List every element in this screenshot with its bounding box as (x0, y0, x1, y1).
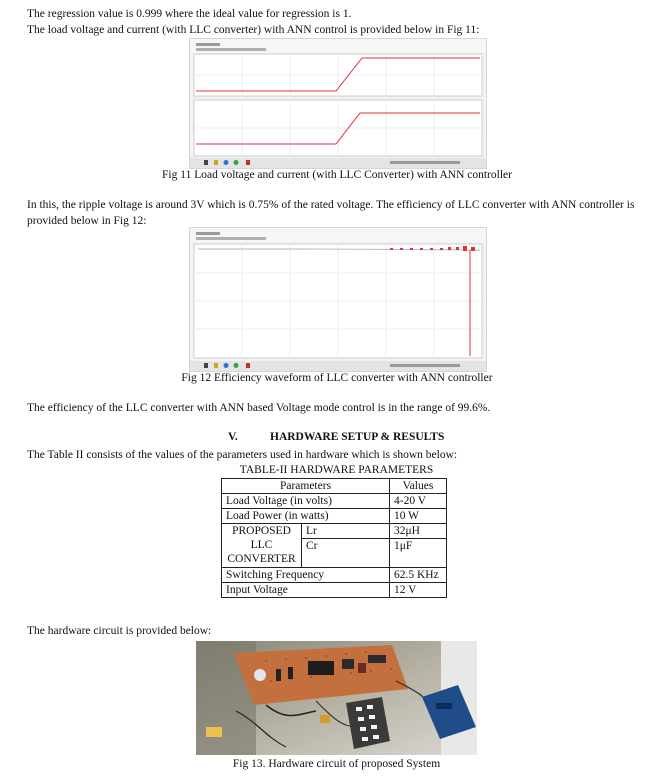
table-row (222, 494, 447, 509)
group-label-proposed: PROPOSED (232, 525, 291, 537)
table-title: TABLE-II HARDWARE PARAMETERS (239, 464, 434, 476)
table-row (222, 524, 447, 539)
cr-value: 1μF (390, 539, 447, 568)
switching-frequency-label: Switching Frequency (222, 568, 390, 583)
lr-label: Lr (302, 524, 390, 539)
input-voltage-value: 12 V (390, 583, 447, 598)
lr-value: 32μH (390, 524, 447, 539)
table-row (222, 568, 447, 583)
fig13-caption: Fig 13. Hardware circuit of proposed System (232, 758, 441, 770)
load-voltage-value: 4-20 V (390, 494, 447, 509)
switching-frequency-value: 62.5 KHz (390, 568, 447, 583)
group-label-converter: CONVERTER (227, 553, 296, 565)
table-row (222, 583, 447, 598)
fig11-load-voltage-current-plot (189, 38, 487, 169)
fig11-caption: Fig 11 Load voltage and current (with LLC Converter) with ANN controller (162, 169, 512, 181)
group-label-llc: LLC (250, 539, 273, 551)
fig12-caption: Fig 12 Efficiency waveform of LLC converter with ANN controller (181, 372, 493, 384)
hardware-parameters-table (221, 478, 447, 598)
input-voltage-label: Input Voltage (222, 583, 390, 598)
hardware-intro-paragraph: The hardware circuit is provided below: (27, 625, 212, 637)
table-row (222, 509, 447, 524)
table-intro-paragraph: The Table II consists of the values of the parameters used in hardware which is shown below: (27, 449, 458, 461)
section-title: HARDWARE SETUP & RESULTS (270, 431, 445, 443)
converter-group-cell (222, 524, 302, 568)
header-parameters: Parameters (222, 479, 390, 494)
section-number: V. (228, 431, 238, 443)
load-voltage-label: Load Voltage (in volts) (222, 494, 390, 509)
ripple-paragraph: In this, the ripple voltage is around 3V which is 0.75% of the rated voltage. The efficiency of LLC converter with ANN controller is provided below in Fig 12: (27, 199, 635, 227)
table-header-row (222, 479, 447, 494)
cr-label: Cr (302, 539, 390, 568)
header-values: Values (390, 479, 447, 494)
regression-text: The regression value is 0.999 where the ideal value for regression is 1. (27, 8, 352, 20)
fig13-hardware-photo (196, 641, 477, 755)
load-power-label: Load Power (in watts) (222, 509, 390, 524)
fig12-efficiency-plot (189, 227, 487, 372)
load-power-value: 10 W (390, 509, 447, 524)
fig11-intro-text: The load voltage and current (with LLC converter) with ANN control is provided below in Fig 11: (27, 24, 480, 36)
efficiency-paragraph: The efficiency of the LLC converter with ANN based Voltage mode control is in the range of 99.6%. (27, 402, 491, 414)
